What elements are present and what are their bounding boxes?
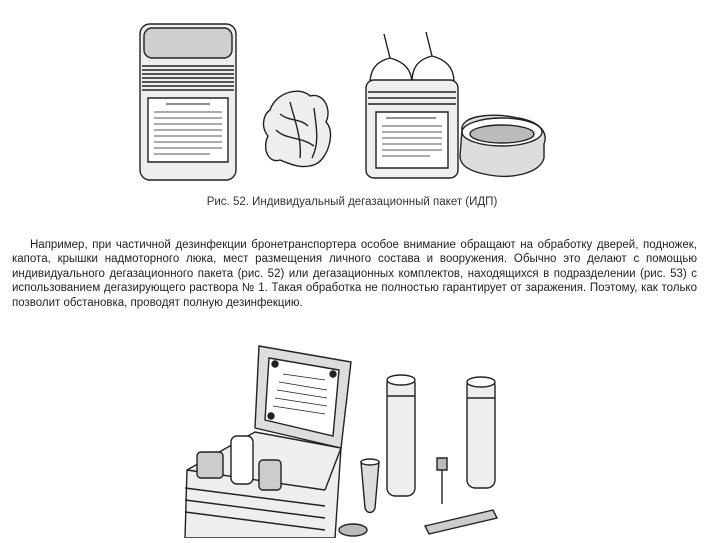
kit-cylinders-drawing <box>387 375 495 496</box>
cloth-swab-drawing <box>264 91 331 166</box>
body-paragraph-text: Например, при частичной дезинфекции бронетранспортера особое внимание обращают на обработку дверей, подножек, капота, крышки надмоторного люка, мест размещения личного состава и вооружения. Обычно это делают с помощью индивидуального дегазационного пакета (рис. 52) или дегазационных комплектов, находящихся в подразделении (рис. 53) с использованием дегазирующего раствора № 1. Такая обработка не полностью гарантирует от заражения. Поэтому, как только позволит обстановка, проводят полную дезинфекцию. <box>12 239 697 309</box>
figure-53-illustration <box>175 340 575 538</box>
vial-bottles-drawing <box>366 32 458 178</box>
oval-lid-drawing <box>460 115 545 176</box>
figure-52-caption: Рис. 52. Индивидуальный дегазационный пакет (ИДП) <box>206 196 498 208</box>
body-paragraph <box>12 238 697 310</box>
kit-box-drawing <box>185 346 351 538</box>
figure-52-illustration <box>130 18 560 190</box>
packet-canister-drawing <box>140 24 236 180</box>
